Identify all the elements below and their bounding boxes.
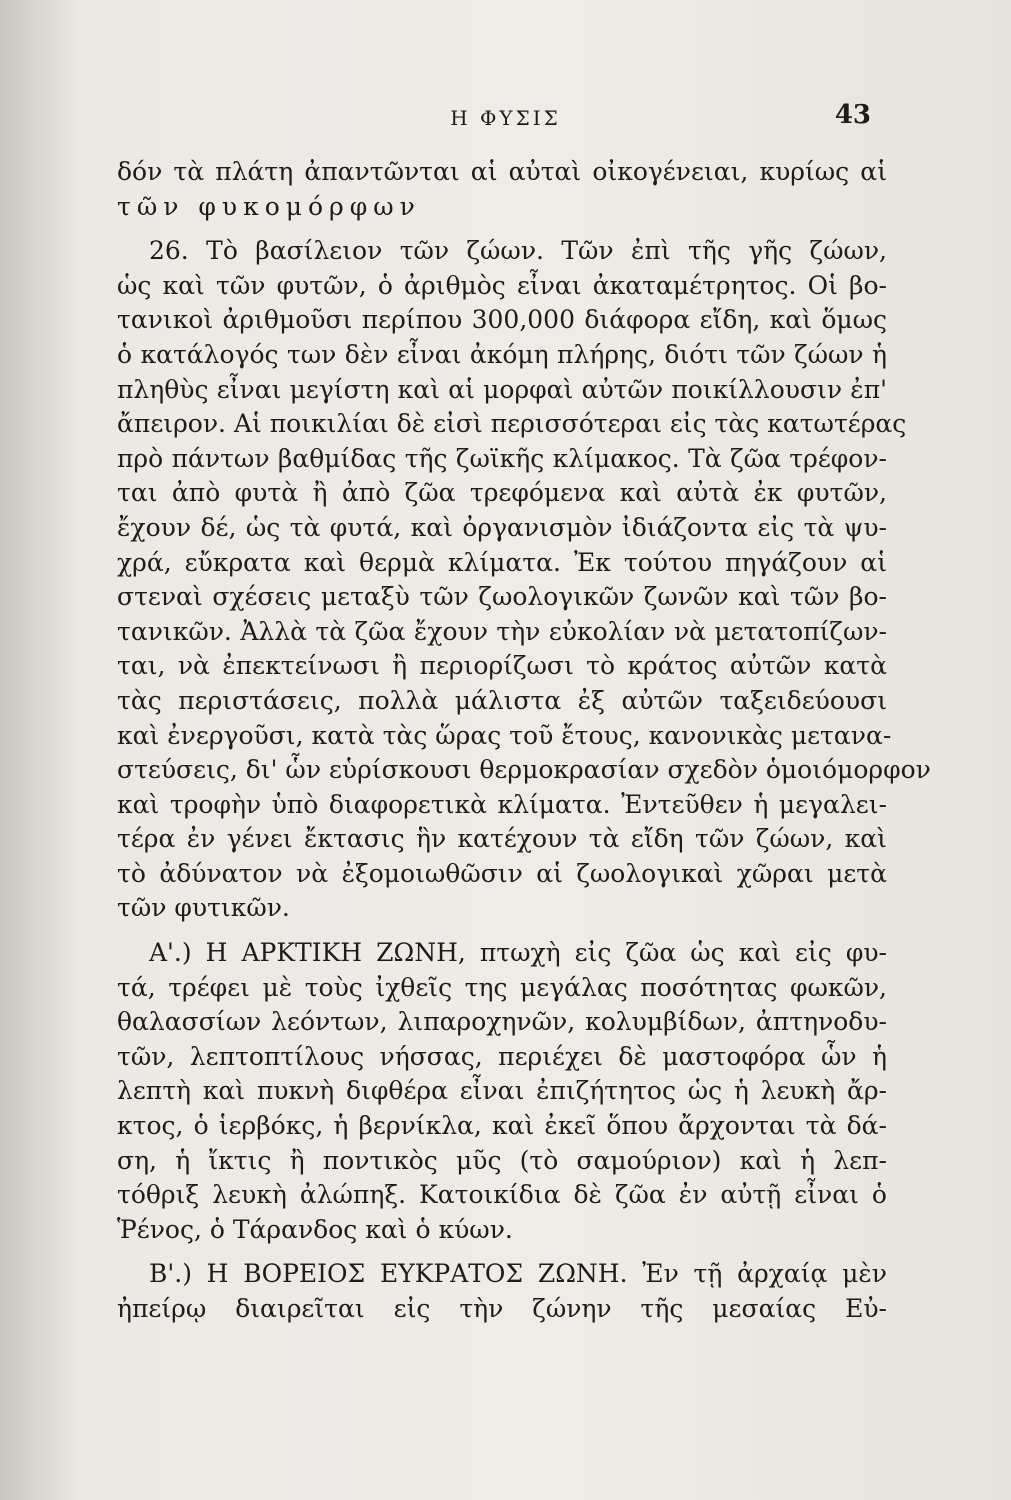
- text-line: τόθριξ λευκὴ ἀλώπηξ. Κατοικίδια δὲ ζῶα ἐν αὐτῇ εἶναι ὁ: [117, 1180, 887, 1210]
- text-line: λεπτὴ καὶ πυκνὴ διφθέρα εἶναι ἐπιζήτητος ὡς ἡ λευκὴ ἄρ-: [117, 1076, 887, 1106]
- section-heading-line: Α'.) Η ΑΡΚΤΙΚΗ ΖΩΝΗ, πτωχὴ εἰς ζῶα ὡς καὶ εἰς φυ-: [149, 938, 887, 968]
- section-heading-line: 26. Τὸ βασίλειον τῶν ζώων. Τῶν ἐπὶ τῆς γῆς ζώων,: [149, 236, 887, 266]
- text-line: στεναὶ σχέσεις μεταξὺ τῶν ζωολογικῶν ζωνῶν καὶ τῶν βο-: [117, 582, 887, 612]
- page-number: 43: [834, 100, 871, 130]
- text-line: ἔχουν δέ, ὡς τὰ φυτά, καὶ ὀργανισμὸν ἰδιάζοντα εἰς τὰ ψυ-: [117, 512, 887, 542]
- text-line: τὰς περιστάσεις, πολλὰ μάλιστα ἐξ αὐτῶν ταξειδεύουσι: [117, 685, 887, 715]
- text-line: τὸ ἀδύνατον νὰ ἐξομοιωθῶσιν αἱ ζωολογικαὶ χῶραι μετὰ: [117, 858, 887, 888]
- text-line: δόν τὰ πλάτη ἀπαντῶνται αἱ αὐταὶ οἰκογένειαι, κυρίως αἱ: [117, 157, 887, 186]
- text-line: ὁ κατάλογός των δὲν εἶναι ἀκόμη πλήρης, διότι τῶν ζώων ἡ: [117, 339, 887, 369]
- running-head: Η ΦΥΣΙΣ: [450, 106, 561, 130]
- body-text: [117, 155, 931, 1327]
- text-line: ὡς καὶ τῶν φυτῶν, ὁ ἀριθμὸς εἶναι ἀκαταμέτρητος. Οἱ βο-: [117, 270, 887, 300]
- section-heading-line: Β'.) Η ΒΟΡΕΙΟΣ ΕΥΚΡΑΤΟΣ ΖΩΝΗ. Ἐν τῇ ἀρχαίᾳ μὲν: [149, 1259, 887, 1289]
- text-line: ἠπείρῳ διαιρεῖται εἰς τὴν ζώνην τῆς μεσαίας Εὐ-: [117, 1294, 887, 1323]
- text-line: τῶν φυκομόρφων: [117, 191, 421, 221]
- text-line: ται ἀπὸ φυτὰ ἢ ἀπὸ ζῶα τρεφόμενα καὶ αὐτὰ ἐκ φυτῶν,: [117, 478, 887, 508]
- text-line: καὶ τροφὴν ὑπὸ διαφορετικὰ κλίματα. Ἐντεῦθεν ἡ μεγαλει-: [117, 789, 887, 819]
- text-line: τῶν φυτικῶν.: [117, 893, 290, 923]
- text-line: τῶν, λεπτοπτίλους νήσσας, περιέχει δὲ μαστοφόρα ὧν ἡ: [117, 1041, 887, 1071]
- text-line: τά, τρέφει μὲ τοὺς ἰχθεῖς της μεγάλας ποσότητας φωκῶν,: [117, 972, 887, 1002]
- text-line: τανικῶν. Ἀλλὰ τὰ ζῶα ἔχουν τὴν εὐκολίαν νὰ μετατοπίζων-: [117, 616, 887, 646]
- text-line: πληθὺς εἶναι μεγίστη καὶ αἱ μορφαὶ αὐτῶν ποικίλλουσιν ἐπ': [117, 374, 887, 404]
- text-line: ἄπειρον. Αἱ ποικιλίαι δὲ εἰσὶ περισσότεραι εἰς τὰς κατωτέρας: [117, 409, 907, 439]
- text-line: πρὸ πάντων βαθμίδας τῆς ζωϊκῆς κλίμακος. Τὰ ζῶα τρέφον-: [117, 443, 887, 473]
- text-line: τέρα ἐν γένει ἔκτασις ἣν κατέχουν τὰ εἴδη τῶν ζώων, καὶ: [117, 824, 887, 854]
- text-line: ται, νὰ ἐπεκτείνωσι ἢ περιορίζωσι τὸ κράτος αὐτῶν κατὰ: [117, 651, 887, 681]
- text-line: ση, ἡ ἴκτις ἢ ποντικὸς μῦς (τὸ σαμούριον) καὶ ἡ λεπ-: [117, 1145, 887, 1175]
- text-line: κτος, ὁ ἱερβόκς, ἡ βερνίκλα, καὶ ἐκεῖ ὅπου ἄρχονται τὰ δά-: [117, 1111, 887, 1141]
- text-line: τανικοὶ ἀριθμοῦσι περίπου 300,000 διάφορα εἴδη, καὶ ὅμως: [117, 305, 887, 335]
- text-line: καὶ ἐνεργοῦσι, κατὰ τὰς ὥρας τοῦ ἔτους, κανονικὰς μετανα-: [117, 720, 892, 750]
- page-header: [0, 100, 1011, 140]
- text-line: Ῥένος, ὁ Τάρανδος καὶ ὁ κύων.: [117, 1214, 513, 1244]
- text-line: χρά, εὔκρατα καὶ θερμὰ κλίματα. Ἐκ τούτου πηγάζουν αἱ: [117, 547, 887, 577]
- text-line: θαλασσίων λεόντων, λιπαροχηνῶν, κολυμβίδων, ἀπτηνοδυ-: [117, 1007, 887, 1037]
- text-line: στεύσεις, δι' ὧν εὑρίσκουσι θερμοκρασίαν σχεδὸν ὁμοιόμορφον: [117, 755, 931, 785]
